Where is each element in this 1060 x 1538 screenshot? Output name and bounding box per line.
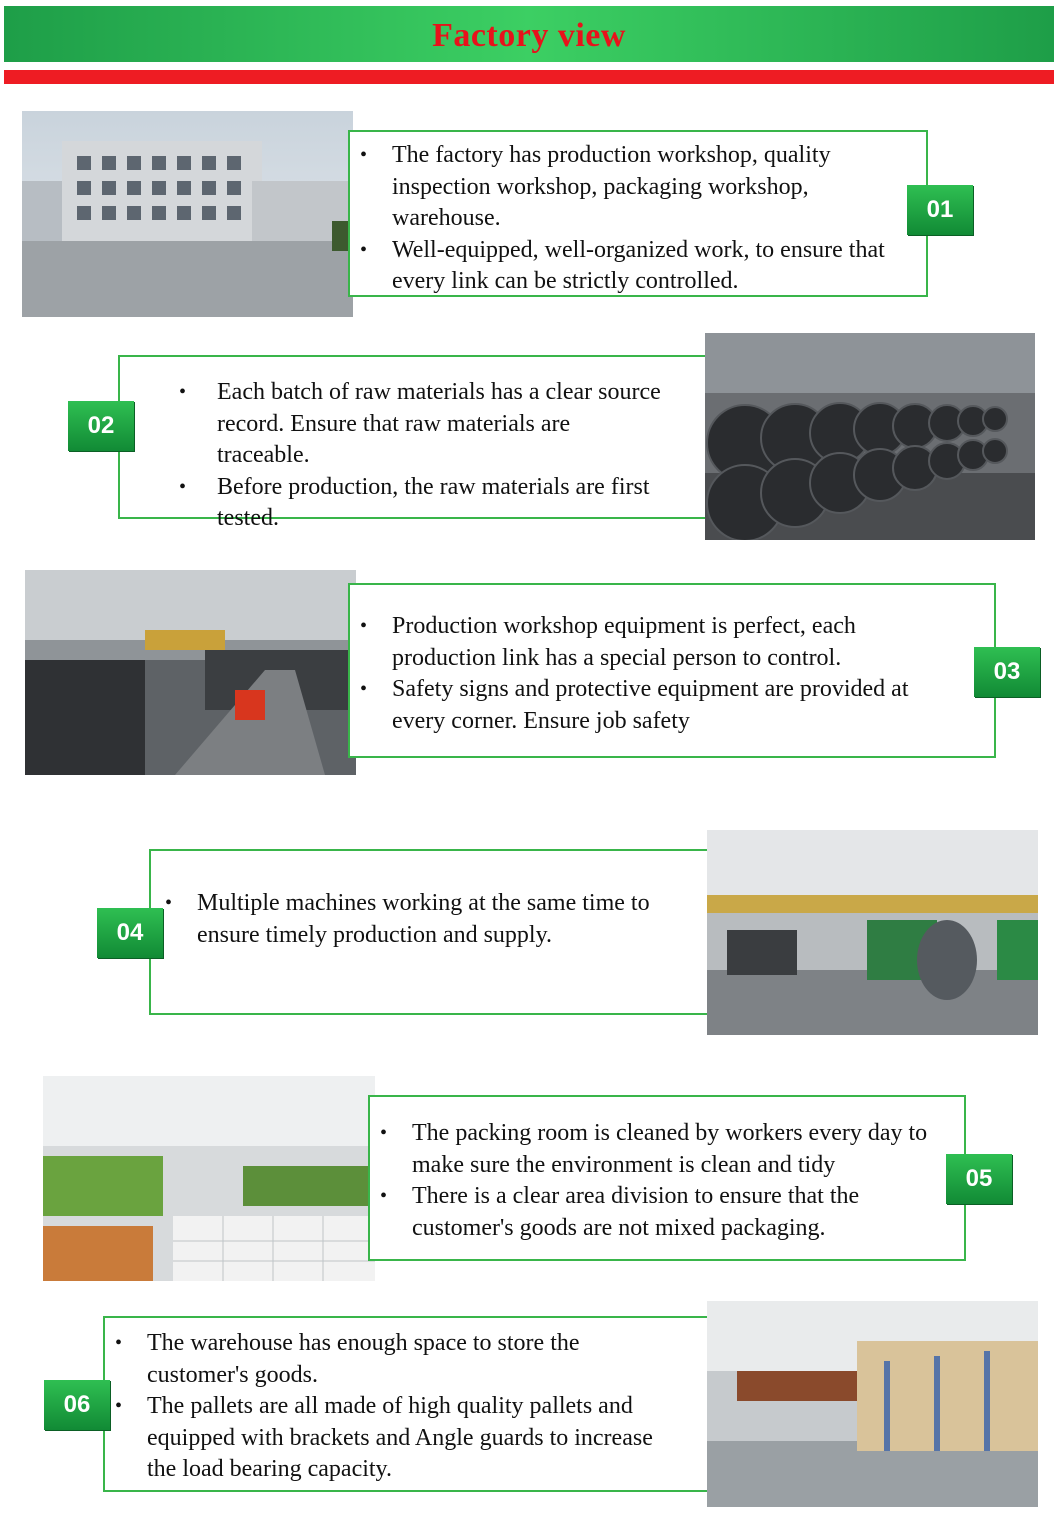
red-divider: [4, 70, 1054, 84]
section-01-bullet-1: • The factory has production workshop, quality inspection workshop, packaging workshop, warehouse.: [356, 140, 888, 235]
packing-room-photo: [43, 1076, 375, 1281]
factory-building-photo: [22, 111, 353, 317]
section-03-card: [348, 583, 996, 758]
section-05-card: [368, 1095, 966, 1261]
section-03-list: [356, 611, 956, 737]
machines-photo: [707, 830, 1038, 1035]
section-01-list: [356, 140, 888, 298]
section-04-bullet-1: • Multiple machines working at the same time to ensure timely production and supply.: [161, 888, 687, 951]
section-06-badge: 06: [44, 1380, 110, 1430]
section-06-bullet-1: • The warehouse has enough space to store the customer's goods.: [111, 1328, 687, 1391]
section-06-bullet-2: • The pallets are all made of high quality pallets and equipped with brackets and Angle guards to increase the load bearing capacity.: [111, 1391, 687, 1486]
section-06-list: [111, 1328, 687, 1486]
section-05-bullet-1: • The packing room is cleaned by workers every day to make sure the environment is clean and tidy: [376, 1118, 944, 1181]
section-02-bullet-2: • Before production, the raw materials are first tested.: [175, 472, 666, 535]
section-05-bullet-2: • There is a clear area division to ensure that the customer's goods are not mixed packaging.: [376, 1181, 944, 1244]
section-02-badge: 02: [68, 401, 134, 451]
section-01-badge: 01: [907, 185, 973, 235]
wire-coils-photo: [705, 333, 1035, 540]
section-05-list: [376, 1118, 944, 1244]
section-04-list: [161, 888, 687, 951]
section-02-card: [118, 355, 708, 531]
page-title: Factory view: [432, 17, 626, 54]
section-01-bullet-2: • Well-equipped, well-organized work, to ensure that every link can be strictly controlled.: [356, 235, 888, 298]
section-03-bullet-2: • Safety signs and protective equipment are provided at every corner. Ensure job safety: [356, 674, 956, 737]
section-02-list: [211, 377, 666, 535]
section-04-badge: 04: [97, 908, 163, 958]
section-01-card: [348, 130, 928, 297]
warehouse-photo: [707, 1301, 1038, 1507]
section-03-bullet-1: • Production workshop equipment is perfect, each production link has a special person to control.: [356, 611, 956, 674]
section-02-bullet-1: • Each batch of raw materials has a clear source record. Ensure that raw materials are traceable.: [175, 377, 666, 472]
section-04-card: [149, 849, 709, 1015]
section-06-card: [103, 1316, 709, 1492]
section-03-badge: 03: [974, 647, 1040, 697]
production-workshop-photo: [25, 570, 356, 775]
header-banner: [4, 6, 1054, 62]
section-05-badge: 05: [946, 1154, 1012, 1204]
